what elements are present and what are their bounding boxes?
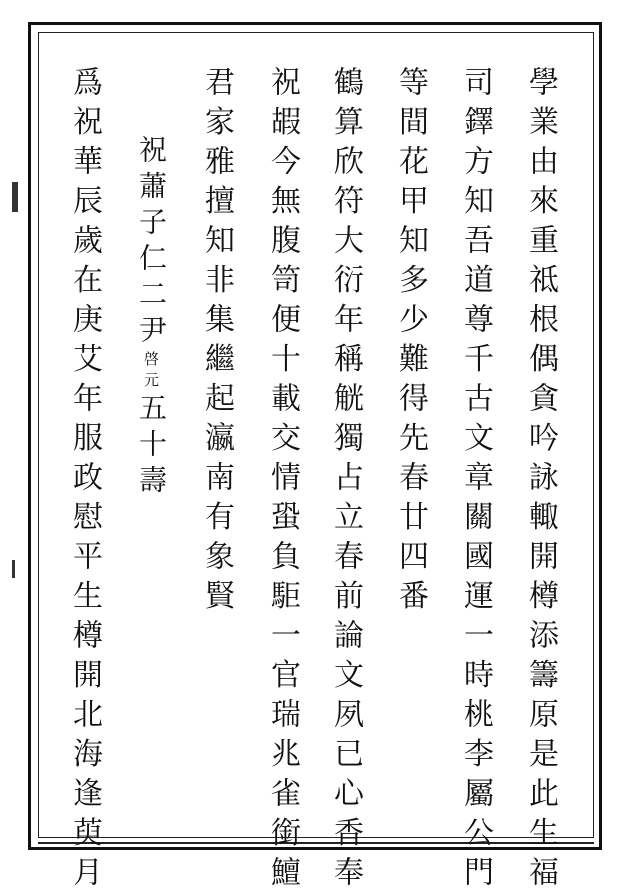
text-column-2: 司鐸方知吾道尊千古文章關國運一時桃李屬公門: [458, 66, 493, 896]
margin-mark-lower: [12, 560, 15, 578]
text-column-5: 祝嘏今無腹笥便十載交情蛩負駏一官瑞兆雀銜鱣: [265, 66, 300, 896]
text-column-6: 君家雅擅知非集繼起瀛南有象賢: [199, 66, 234, 619]
page-border-inner: [38, 32, 594, 838]
text-column-3: 等間花甲知多少難得先春廿四番: [393, 66, 428, 619]
margin-mark-upper: [12, 182, 18, 212]
bottom-rule: [38, 842, 594, 844]
poem-title-column: [131, 135, 171, 501]
poem-title-suffix: 五十壽: [135, 393, 168, 501]
poem-title: 祝蕭子仁二尹: [135, 135, 168, 351]
text-column-1: 學業由來重祗根偶貪吟詠輙開樽添籌原是此生福: [523, 66, 558, 896]
poem-title-note: 啓元: [142, 351, 160, 393]
text-column-last: 爲祝華辰歲在庚艾年服政慰平生樽開北海逢萸月: [67, 66, 102, 896]
text-column-4: 鶴算欣符大衍年稱觥獨占立春前論文夙已心香奉: [328, 66, 363, 896]
